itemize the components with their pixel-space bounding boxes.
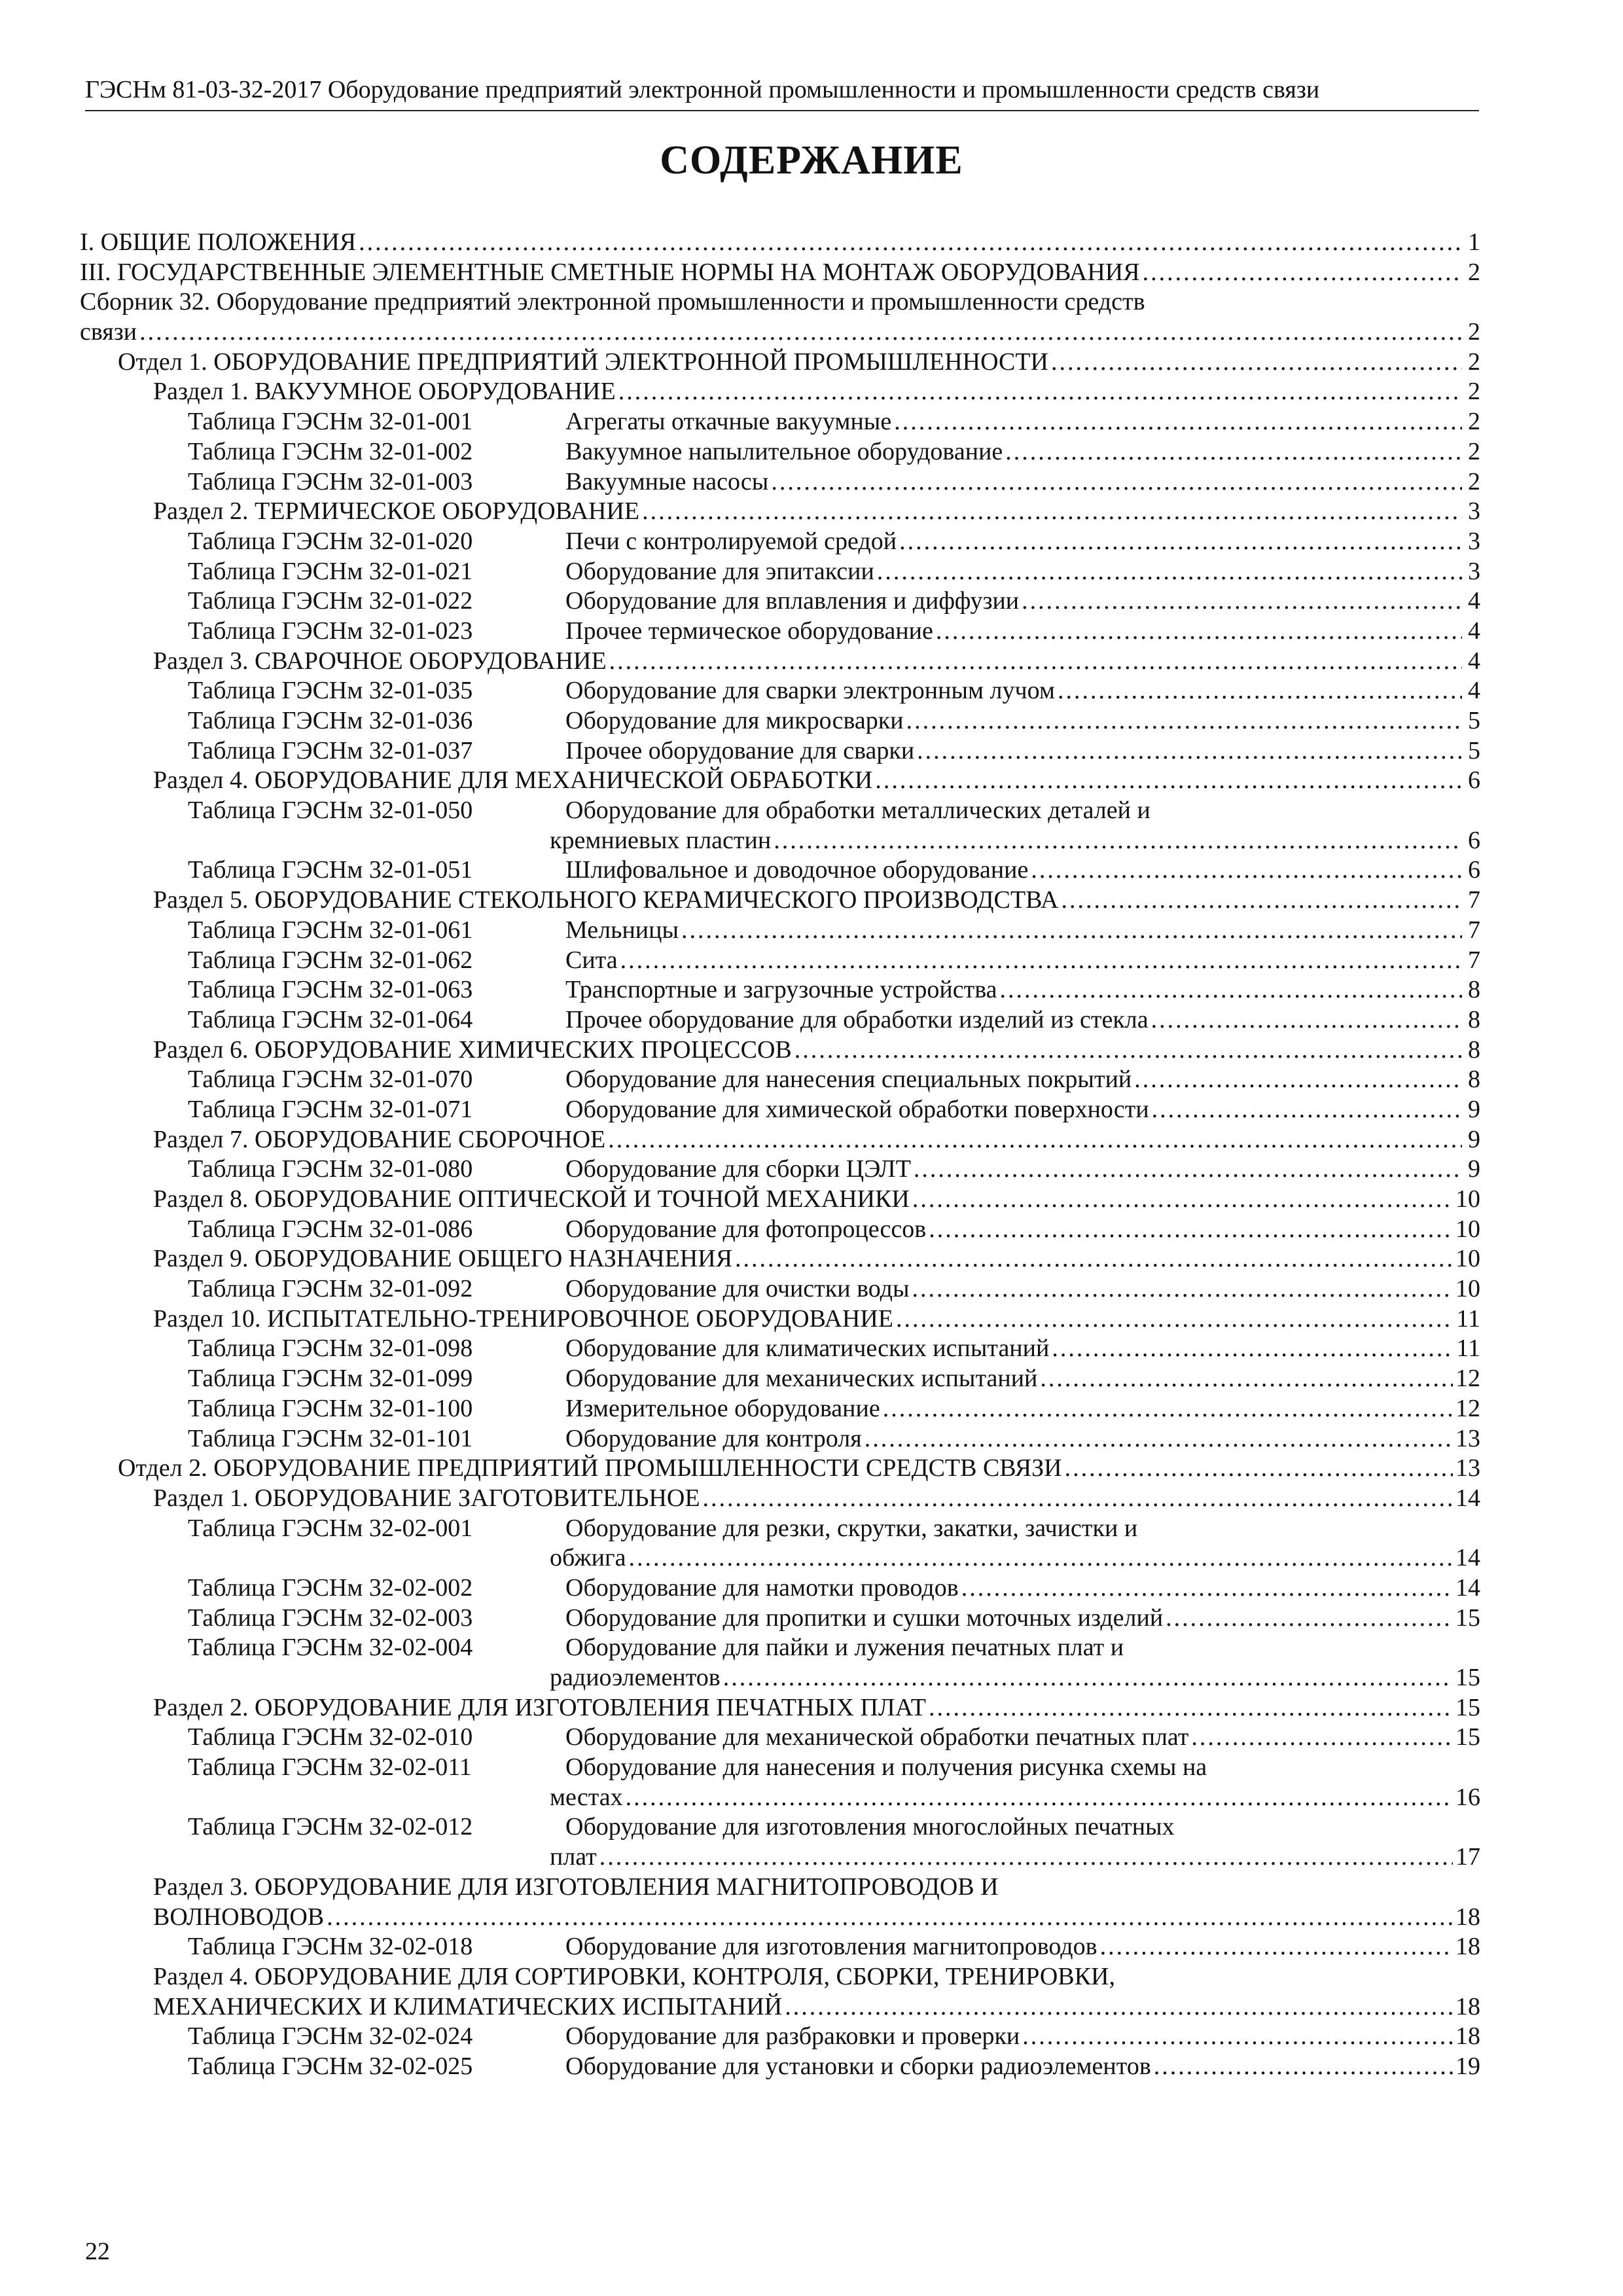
toc-page-number: 9 <box>1468 1125 1480 1153</box>
toc-table-code: Таблица ГЭСНм 32-01-092 <box>188 1275 473 1303</box>
toc-dot-leader <box>628 1543 1453 1573</box>
toc-page-number: 2 <box>1468 467 1480 495</box>
toc-entry-title: Оборудование для разбраковки и проверки <box>565 2022 1020 2051</box>
toc-entry-title: Сборник 32. Оборудование предприятий электронной промышленности и промышленности средств <box>80 288 1145 316</box>
toc-entry[interactable] <box>80 258 1480 288</box>
toc-dot-leader <box>609 647 1462 677</box>
toc-table-entry[interactable] <box>80 557 1480 587</box>
toc-entry-title: Оборудование для очистки воды <box>565 1275 910 1303</box>
toc-table-code: Таблица ГЭСНм 32-01-050 <box>188 797 473 825</box>
toc-table-entry[interactable] <box>80 1932 1480 1962</box>
toc-table-entry[interactable] <box>80 1215 1480 1245</box>
toc-dot-leader <box>1031 855 1462 886</box>
toc-dot-leader <box>1058 676 1462 706</box>
toc-page-number: 4 <box>1468 587 1480 615</box>
toc-table-code: Таблица ГЭСНм 32-02-002 <box>188 1573 473 1602</box>
toc-page-number: 6 <box>1468 826 1480 854</box>
toc-page-number: 10 <box>1455 1185 1480 1213</box>
toc-dot-leader <box>1166 1604 1453 1634</box>
toc-table-code: Таблица ГЭСНм 32-02-010 <box>188 1723 473 1751</box>
toc-entry-title: Вакуумные насосы <box>565 467 769 495</box>
toc-page-number: 9 <box>1468 1155 1480 1183</box>
toc-table-entry[interactable] <box>80 1005 1480 1035</box>
toc-entry-title: Оборудование для контроля <box>565 1424 862 1452</box>
toc-entry-title: кремниевых пластин <box>550 826 772 854</box>
toc-entry-title: МЕХАНИЧЕСКИХ И КЛИМАТИЧЕСКИХ ИСПЫТАНИЙ <box>153 1992 783 2020</box>
toc-page-number: 3 <box>1468 557 1480 585</box>
toc-entry-title: Раздел 1. ОБОРУДОВАНИЕ ЗАГОТОВИТЕЛЬНОЕ <box>153 1484 700 1512</box>
toc-entry[interactable] <box>80 1244 1480 1274</box>
toc-table-code: Таблица ГЭСНм 32-02-024 <box>188 2022 473 2051</box>
toc-entry[interactable] <box>80 497 1480 527</box>
toc-entry-title: Сита <box>565 946 618 974</box>
toc-dot-leader <box>599 1842 1453 1873</box>
toc-page-number: 15 <box>1455 1693 1480 1721</box>
toc-dot-leader <box>1100 1932 1453 1962</box>
toc-table-entry[interactable] <box>80 617 1480 647</box>
toc-table-code: Таблица ГЭСНм 32-01-100 <box>188 1394 473 1422</box>
toc-entry-title: III. ГОСУДАРСТВЕННЫЕ ЭЛЕМЕНТНЫЕ СМЕТНЫЕ НОРМЫ НА МОНТАЖ ОБОРУДОВАНИЯ <box>80 258 1140 286</box>
toc-table-code: Таблица ГЭСНм 32-01-064 <box>188 1005 473 1033</box>
toc-table-entry[interactable] <box>80 676 1480 706</box>
toc-table-entry[interactable] <box>80 437 1480 467</box>
toc-page-number: 6 <box>1468 766 1480 795</box>
toc-page-number: 18 <box>1455 1903 1480 1931</box>
toc-entry-title: Оборудование для обработки металлических деталей и <box>565 797 1150 825</box>
toc-dot-leader <box>1065 1454 1453 1484</box>
toc-page-number: 13 <box>1455 1454 1480 1482</box>
toc-table-entry[interactable] <box>80 1723 1480 1753</box>
toc-dot-leader <box>936 617 1462 647</box>
toc-entry-continuation[interactable] <box>80 1543 1480 1573</box>
toc-entry-title: Раздел 3. ОБОРУДОВАНИЕ ДЛЯ ИЗГОТОВЛЕНИЯ МАГНИТОПРОВОДОВ И <box>153 1873 999 1901</box>
toc-page-number: 12 <box>1455 1394 1480 1422</box>
toc-dot-leader <box>912 1274 1453 1304</box>
toc-entry-title: Отдел 2. ОБОРУДОВАНИЕ ПРЕДПРИЯТИЙ ПРОМЫШЛЕННОСТИ СРЕДСТВ СВЯЗИ <box>118 1454 1062 1482</box>
toc-entry-title: Агрегаты откачные вакуумные <box>565 408 892 436</box>
toc-table-code: Таблица ГЭСНм 32-01-021 <box>188 557 473 585</box>
toc-table-code: Таблица ГЭСНм 32-01-061 <box>188 916 473 944</box>
toc-entry-title: Шлифовальное и доводочное оборудование <box>565 856 1029 884</box>
toc-page-number: 17 <box>1455 1843 1480 1871</box>
toc-page-number: 4 <box>1468 617 1480 645</box>
toc-entry-title: Оборудование для пропитки и сушки моточных изделий <box>565 1604 1164 1632</box>
toc-entry-title: Прочее оборудование для сварки <box>565 736 915 764</box>
toc-page-number: 14 <box>1455 1544 1480 1572</box>
toc-page-number: 3 <box>1468 497 1480 526</box>
toc-table-entry[interactable] <box>80 1514 1480 1544</box>
toc-table-code: Таблица ГЭСНм 32-01-023 <box>188 617 473 645</box>
toc-table-code: Таблица ГЭСНм 32-01-086 <box>188 1215 473 1243</box>
toc-entry[interactable] <box>80 348 1480 378</box>
toc-table-code: Таблица ГЭСНм 32-01-070 <box>188 1066 473 1094</box>
toc-entry[interactable] <box>80 1693 1480 1723</box>
toc-entry[interactable] <box>80 317 1480 348</box>
toc-entry-title: Раздел 5. ОБОРУДОВАНИЕ СТЕКОЛЬНОГО КЕРАМИЧЕСКОГО ПРОИЗВОДСТВА <box>153 886 1059 914</box>
toc-entry-title: ВОЛНОВОДОВ <box>153 1903 325 1931</box>
toc-entry[interactable] <box>80 1903 1480 1933</box>
toc-entry-title: Оборудование для сборки ЦЭЛТ <box>565 1155 911 1183</box>
toc-entry[interactable] <box>80 1484 1480 1514</box>
toc-table-code: Таблица ГЭСНм 32-01-051 <box>188 856 473 884</box>
toc-entry-title: Оборудование для фотопроцессов <box>565 1215 927 1243</box>
toc-page-number: 18 <box>1455 2022 1480 2051</box>
toc-entry-title: Прочее термическое оборудование <box>565 617 933 645</box>
toc-dot-leader <box>877 557 1462 587</box>
toc-dot-leader <box>929 1693 1453 1723</box>
toc-dot-leader <box>735 1244 1453 1274</box>
toc-page-number: 9 <box>1468 1095 1480 1123</box>
toc-entry[interactable] <box>80 1035 1480 1066</box>
toc-page-number: 8 <box>1468 1035 1480 1064</box>
toc-table-code: Таблица ГЭСНм 32-02-025 <box>188 2052 473 2080</box>
toc-dot-leader <box>1022 2022 1453 2052</box>
page-title: СОДЕРЖАНИЕ <box>660 138 963 183</box>
toc-entry-title: Оборудование для резки, скрутки, закатки, зачистки и <box>565 1514 1138 1542</box>
toc-entry-title: Раздел 8. ОБОРУДОВАНИЕ ОПТИЧЕСКОЙ И ТОЧНОЙ МЕХАНИКИ <box>153 1185 910 1213</box>
toc-table-code: Таблица ГЭСНм 32-01-080 <box>188 1155 473 1183</box>
toc-entry-title: Оборудование для механической обработки печатных плат <box>565 1723 1189 1751</box>
toc-entry-line[interactable] <box>80 1873 1480 1903</box>
toc-dot-leader <box>626 1783 1453 1813</box>
toc-table-entry[interactable] <box>80 736 1480 766</box>
toc-entry-title: Оборудование для установки и сборки радиоэлементов <box>565 2052 1151 2080</box>
toc-page-number: 5 <box>1468 707 1480 734</box>
toc-table-entry[interactable] <box>80 1364 1480 1394</box>
toc-entry[interactable] <box>80 1125 1480 1155</box>
toc-entry-continuation[interactable] <box>80 1663 1480 1693</box>
toc-entry[interactable] <box>80 228 1480 258</box>
toc-entry-title: Оборудование для вплавления и диффузии <box>565 587 1020 615</box>
toc-entry-title: Оборудование для нанесения и получения рисунка схемы на <box>565 1753 1207 1782</box>
toc-table-entry[interactable] <box>80 946 1480 976</box>
toc-page-number: 18 <box>1455 1933 1480 1961</box>
toc-entry-title: Оборудование для микросварки <box>565 707 904 734</box>
toc-dot-leader <box>771 467 1462 497</box>
toc-table-entry[interactable] <box>80 1155 1480 1185</box>
toc-table-code: Таблица ГЭСНм 32-02-003 <box>188 1604 473 1632</box>
toc-entry[interactable] <box>80 1992 1480 2022</box>
toc-table-code: Таблица ГЭСНм 32-01-022 <box>188 587 473 615</box>
toc-entry-title: Раздел 6. ОБОРУДОВАНИЕ ХИМИЧЕСКИХ ПРОЦЕССОВ <box>153 1035 792 1064</box>
toc-entry-title: обжига <box>550 1544 626 1572</box>
toc-table-entry[interactable] <box>80 1065 1480 1095</box>
toc-entry-line[interactable] <box>80 287 1480 317</box>
toc-entry-title: Оборудование для намотки проводов <box>565 1573 959 1602</box>
toc-dot-leader <box>1022 586 1462 617</box>
toc-entry-title: Оборудование для эпитаксии <box>565 557 874 585</box>
toc-dot-leader <box>1005 437 1462 467</box>
toc-table-entry[interactable] <box>80 706 1480 736</box>
toc-entry[interactable] <box>80 766 1480 796</box>
toc-dot-leader <box>139 317 1462 348</box>
toc-table-entry[interactable] <box>80 586 1480 617</box>
toc-entry-line[interactable] <box>80 1962 1480 1992</box>
toc-page-number: 10 <box>1455 1275 1480 1303</box>
toc-entry-title: Измерительное оборудование <box>565 1394 880 1422</box>
toc-page-number: 11 <box>1456 1335 1480 1363</box>
toc-table-code: Таблица ГЭСНм 32-01-020 <box>188 527 473 555</box>
toc-page-number: 18 <box>1455 1992 1480 2020</box>
toc-dot-leader <box>620 946 1462 976</box>
toc-table-code: Таблица ГЭСНм 32-01-098 <box>188 1335 473 1363</box>
toc-entry[interactable] <box>80 1454 1480 1484</box>
toc-entry-title: плат <box>550 1843 597 1871</box>
toc-dot-leader <box>359 228 1462 258</box>
toc-table-code: Таблица ГЭСНм 32-01-001 <box>188 408 473 436</box>
toc-entry-title: Оборудование для механических испытаний <box>565 1365 1038 1393</box>
toc-table-entry[interactable] <box>80 1604 1480 1634</box>
toc-entry-title: Оборудование для химической обработки поверхности <box>565 1095 1149 1123</box>
toc-page-number: 16 <box>1455 1783 1480 1811</box>
toc-table-entry[interactable] <box>80 1334 1480 1364</box>
toc-dot-leader <box>1040 1364 1453 1394</box>
toc-entry-title: Раздел 2. ОБОРУДОВАНИЕ ДЛЯ ИЗГОТОВЛЕНИЯ ПЕЧАТНЫХ ПЛАТ <box>153 1693 927 1721</box>
toc-dot-leader <box>929 1215 1453 1245</box>
toc-page-number: 7 <box>1468 916 1480 944</box>
toc-table-code: Таблица ГЭСНм 32-01-036 <box>188 707 473 734</box>
toc-dot-leader <box>774 826 1462 856</box>
toc-dot-leader <box>608 1125 1462 1155</box>
toc-page-number: 4 <box>1468 647 1480 675</box>
toc-dot-leader <box>618 377 1462 407</box>
toc-entry-title: Раздел 3. СВАРОЧНОЕ ОБОРУДОВАНИЕ <box>153 647 607 675</box>
toc-dot-leader <box>1143 258 1462 288</box>
toc-table-code: Таблица ГЭСНм 32-01-101 <box>188 1424 473 1452</box>
toc-page-number: 4 <box>1468 677 1480 705</box>
toc-table-code: Таблица ГЭСНм 32-01-062 <box>188 946 473 974</box>
toc-page-number: 6 <box>1468 856 1480 884</box>
toc-table-entry[interactable] <box>80 796 1480 826</box>
toc-entry-title: Оборудование для изготовления многослойных печатных <box>565 1813 1175 1841</box>
toc-entry-title: Раздел 7. ОБОРУДОВАНИЕ СБОРОЧНОЕ <box>153 1125 606 1153</box>
toc-page-number: 3 <box>1468 527 1480 555</box>
toc-table-entry[interactable] <box>80 2022 1480 2052</box>
toc-dot-leader <box>785 1992 1453 2022</box>
toc-page-number: 2 <box>1468 258 1480 286</box>
toc-page-number: 19 <box>1455 2052 1480 2080</box>
toc-dot-leader <box>1051 348 1462 378</box>
toc-table-code: Таблица ГЭСНм 32-01-035 <box>188 677 473 705</box>
toc-entry[interactable] <box>80 1304 1480 1335</box>
toc-table-code: Таблица ГЭСНм 32-01-099 <box>188 1365 473 1393</box>
toc-entry-title: Раздел 9. ОБОРУДОВАНИЕ ОБЩЕГО НАЗНАЧЕНИЯ <box>153 1245 733 1273</box>
toc-table-entry[interactable] <box>80 527 1480 557</box>
toc-table-entry[interactable] <box>80 1753 1480 1783</box>
toc-page-number: 2 <box>1468 437 1480 465</box>
toc-entry-title: местах <box>550 1783 623 1811</box>
toc-dot-leader <box>681 916 1462 946</box>
toc-entry-title: I. ОБЩИЕ ПОЛОЖЕНИЯ <box>80 228 357 256</box>
page-number: 22 <box>85 2238 110 2265</box>
toc-entry-title: Транспортные и загрузочные устройства <box>565 976 997 1004</box>
toc-page-number: 8 <box>1468 976 1480 1004</box>
toc-table-entry[interactable] <box>80 1424 1480 1454</box>
toc-table-entry[interactable] <box>80 1812 1480 1842</box>
toc-page-number: 15 <box>1455 1723 1480 1751</box>
toc-entry-title: Вакуумное напылительное оборудование <box>565 437 1003 465</box>
toc-dot-leader <box>1000 975 1462 1005</box>
toc-dot-leader <box>906 706 1462 736</box>
toc-dot-leader <box>1191 1723 1453 1753</box>
toc-table-entry[interactable] <box>80 1633 1480 1663</box>
toc-entry-title: Отдел 1. ОБОРУДОВАНИЕ ПРЕДПРИЯТИЙ ЭЛЕКТРОННОЙ ПРОМЫШЛЕННОСТИ <box>118 348 1048 376</box>
toc-dot-leader <box>875 766 1462 796</box>
toc-entry-title: Раздел 10. ИСПЫТАТЕЛЬНО-ТРЕНИРОВОЧНОЕ ОБОРУДОВАНИЕ <box>153 1304 894 1333</box>
toc-page-number: 14 <box>1455 1484 1480 1512</box>
toc-table-entry[interactable] <box>80 916 1480 946</box>
toc-table-entry[interactable] <box>80 855 1480 886</box>
toc-page-number: 2 <box>1468 378 1480 406</box>
toc-table-code: Таблица ГЭСНм 32-01-003 <box>188 467 473 495</box>
toc-page-number: 10 <box>1455 1245 1480 1273</box>
toc-table-entry[interactable] <box>80 1274 1480 1304</box>
toc-entry-title: Раздел 4. ОБОРУДОВАНИЕ ДЛЯ СОРТИРОВКИ, КОНТРОЛЯ, СБОРКИ, ТРЕНИРОВКИ, <box>153 1962 1115 1990</box>
toc-dot-leader <box>896 1304 1454 1335</box>
toc-page-number: 10 <box>1455 1215 1480 1243</box>
toc-page-number: 8 <box>1468 1005 1480 1033</box>
toc-table-code: Таблица ГЭСНм 32-02-001 <box>188 1514 473 1542</box>
header-rule <box>85 110 1479 111</box>
toc-dot-leader <box>1061 886 1463 916</box>
toc-entry[interactable] <box>80 377 1480 407</box>
toc-page-number: 2 <box>1468 408 1480 436</box>
toc-entry-title: Прочее оборудование для обработки изделий из стекла <box>565 1005 1149 1033</box>
toc-page-number: 7 <box>1468 946 1480 974</box>
toc-entry-title: Печи с контролируемой средой <box>565 527 897 555</box>
toc-dot-leader <box>1152 1095 1462 1125</box>
toc-page-number: 8 <box>1468 1066 1480 1094</box>
toc-entry-title: Мельницы <box>565 916 679 944</box>
toc-table-entry[interactable] <box>80 1394 1480 1424</box>
toc-dot-leader <box>794 1035 1462 1066</box>
toc-entry-title: связи <box>80 318 137 346</box>
toc-table-code: Таблица ГЭСНм 32-01-002 <box>188 437 473 465</box>
toc-entry-title: Оборудование для нанесения специальных покрытий <box>565 1066 1132 1094</box>
toc-entry-continuation[interactable] <box>80 1783 1480 1813</box>
toc-dot-leader <box>703 1484 1453 1514</box>
toc-entry-title: Оборудование для сварки электронным лучом <box>565 677 1055 705</box>
toc-entry-title: радиоэлементов <box>550 1664 721 1691</box>
toc-dot-leader <box>1134 1065 1462 1095</box>
toc-table-code: Таблица ГЭСНм 32-02-011 <box>188 1753 472 1782</box>
toc-table-entry[interactable] <box>80 2052 1480 2082</box>
toc-dot-leader <box>1154 2052 1453 2082</box>
toc-dot-leader <box>1052 1334 1454 1364</box>
toc-dot-leader <box>899 527 1462 557</box>
toc-dot-leader <box>912 1185 1453 1215</box>
toc-table-code: Таблица ГЭСНм 32-01-071 <box>188 1095 473 1123</box>
toc-dot-leader <box>1151 1005 1462 1035</box>
toc-page-number: 15 <box>1455 1604 1480 1632</box>
toc-dot-leader <box>865 1424 1453 1454</box>
toc-table-entry[interactable] <box>80 467 1480 497</box>
toc-table-code: Таблица ГЭСНм 32-02-018 <box>188 1933 473 1961</box>
toc-table-code: Таблица ГЭСНм 32-02-004 <box>188 1634 473 1662</box>
toc-dot-leader <box>961 1573 1453 1604</box>
toc-page-number: 12 <box>1455 1365 1480 1393</box>
toc-table-entry[interactable] <box>80 407 1480 437</box>
toc-dot-leader <box>723 1663 1453 1693</box>
toc-page-number: 2 <box>1468 318 1480 346</box>
toc-dot-leader <box>914 1155 1462 1185</box>
toc-dot-leader <box>327 1903 1453 1933</box>
toc-page-number: 1 <box>1468 228 1480 256</box>
toc-entry-title: Раздел 2. ТЕРМИЧЕСКОЕ ОБОРУДОВАНИЕ <box>153 497 640 526</box>
toc-entry-title: Оборудование для изготовления магнитопроводов <box>565 1933 1097 1961</box>
toc-entry-title: Раздел 1. ВАКУУМНОЕ ОБОРУДОВАНИЕ <box>153 378 616 406</box>
toc-page-number: 14 <box>1455 1573 1480 1602</box>
toc-table-entry[interactable] <box>80 1095 1480 1125</box>
toc-dot-leader <box>894 407 1462 437</box>
toc-page-number: 2 <box>1468 348 1480 376</box>
toc-table-code: Таблица ГЭСНм 32-01-037 <box>188 736 473 764</box>
toc-entry-title: Раздел 4. ОБОРУДОВАНИЕ ДЛЯ МЕХАНИЧЕСКОЙ ОБРАБОТКИ <box>153 766 873 795</box>
toc-page-number: 11 <box>1456 1304 1480 1333</box>
toc-dot-leader <box>917 736 1462 766</box>
toc-dot-leader <box>642 497 1462 527</box>
toc-page-number: 13 <box>1455 1424 1480 1452</box>
toc-entry[interactable] <box>80 1185 1480 1215</box>
toc-entry-title: Оборудование для пайки и лужения печатных плат и <box>565 1634 1124 1662</box>
toc-table-code: Таблица ГЭСНм 32-01-063 <box>188 976 473 1004</box>
toc-page-number: 15 <box>1455 1664 1480 1691</box>
toc-table-code: Таблица ГЭСНм 32-02-012 <box>188 1813 473 1841</box>
toc-entry-continuation[interactable] <box>80 1842 1480 1873</box>
toc-entry[interactable] <box>80 647 1480 677</box>
toc-entry-title: Оборудование для климатических испытаний <box>565 1335 1050 1363</box>
toc-entry[interactable] <box>80 886 1480 916</box>
toc-dot-leader <box>883 1394 1453 1424</box>
running-header: ГЭСНм 81-03-32-2017 Оборудование предприятий электронной промышленности и промышленности средств связи <box>85 76 1320 103</box>
toc-table-entry[interactable] <box>80 975 1480 1005</box>
toc-entry-continuation[interactable] <box>80 826 1480 856</box>
toc-table-entry[interactable] <box>80 1573 1480 1604</box>
toc-page-number: 5 <box>1468 736 1480 764</box>
toc-page-number: 7 <box>1468 886 1480 914</box>
table-of-contents <box>80 228 1480 2082</box>
